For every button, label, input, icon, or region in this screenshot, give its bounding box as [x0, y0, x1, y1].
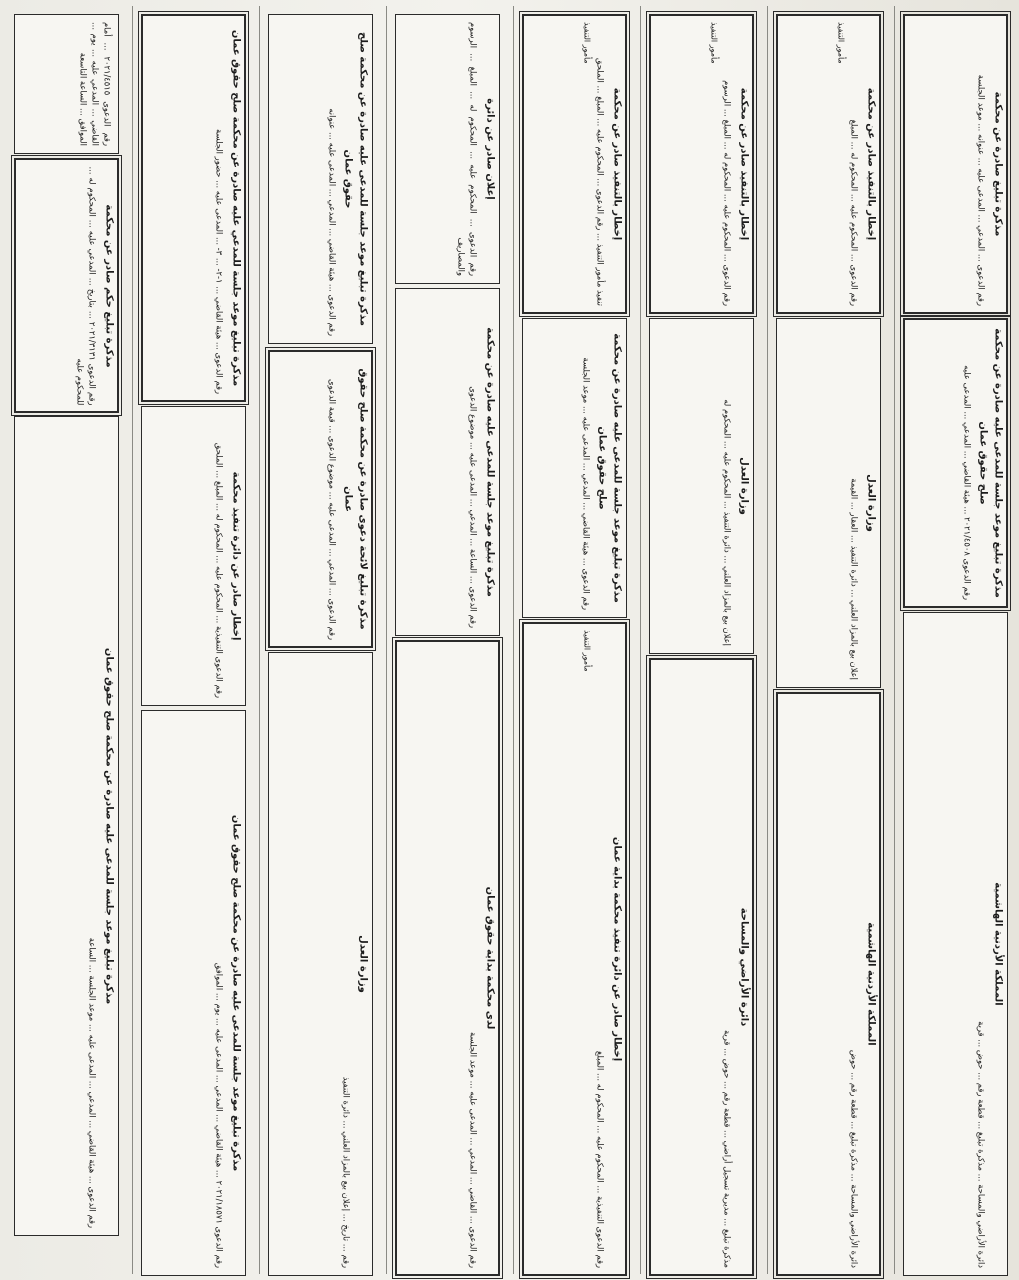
legal-notice: [903, 318, 1008, 608]
notice-title: دائرة الأراضي والمساحة: [738, 907, 749, 1027]
notice-title: مذكرة تبليغ لائحة دعوى صادرة عن محكمة صلح حقوق عمان: [342, 368, 368, 630]
column-3: [259, 6, 381, 1274]
column-5: [513, 6, 635, 1274]
notice-title: إخطار صادر عن دائرة تنفيذ محكمة: [230, 471, 241, 641]
column-6: [640, 6, 762, 1274]
legal-notice: [395, 14, 500, 284]
notice-title: إعلان صادر عن دائرة: [484, 98, 495, 200]
notice-title: وزارة العدل: [865, 474, 876, 532]
notice-body: رقم الدعوى التنفيذية ... المحكوم عليه ... المحكوم له ... المبلغ ... الملحق: [214, 442, 225, 698]
notice-body: رقم الدعوى ٢٠٢١/١٨٥٧١ ... هيئة القاضي ... المدعي ... المدعى عليه ... يوم ... الموافق: [214, 962, 225, 1268]
legal-notice: [268, 350, 373, 648]
notice-body: إعلان بيع بالمزاد العلني ... دائرة التنفيذ ... المحكوم عليه ... المحكوم له: [722, 399, 733, 646]
notice-body: رقم الدعوى ... المحكوم عليه ... المحكوم له ... المبلغ ... الرسوم: [722, 80, 733, 306]
column-2: [132, 6, 254, 1274]
legal-notice: [14, 416, 119, 1236]
notice-title: إخطار بالتنفيذ صادر عن محكمة: [865, 87, 876, 241]
notice-body: رقم الدعوى ... المدعي ... المدعى عليه ... موضوع الدعوى ... قيمة الدعوى: [327, 378, 337, 640]
column-4: [386, 6, 508, 1274]
notice-body: رقم الدعوى ... هيئة القاضي ... ١-٢- ... ٣- ... المدعى عليه ... حضور الجلسة: [214, 128, 225, 394]
notice-signature: مأمور التنفيذ: [709, 22, 719, 64]
legal-notice: [14, 158, 119, 413]
notice-body: رقم الدعوى التنفيذية ... المحكوم عليه ... المحكوم له ... المبلغ: [595, 1050, 606, 1268]
legal-notice: [903, 612, 1008, 1276]
legal-notice: [395, 640, 500, 1276]
legal-notice: [649, 318, 754, 654]
notice-body: رقم الدعوى ... القاضي ... المدعي ... المدعى عليه ... موعد الجلسة: [468, 1032, 479, 1268]
notice-body: رقم الدعوى ٢٠٢١/٣١٣١ ... بتاريخ ... المدعي عليه ... المحكوم له ... للمحكوم عليه: [75, 166, 98, 405]
notice-title: مذكرة تبليغ صادرة عن محكمة: [992, 91, 1003, 237]
legal-notice: [649, 658, 754, 1276]
legal-notice: [141, 710, 246, 1276]
column-8: [894, 6, 1016, 1274]
legal-notice: [395, 288, 500, 636]
notice-title: المملكة الأردنية الهاشمية: [992, 882, 1003, 1006]
legal-notice: [776, 318, 881, 688]
notice-body: رقم الدعوى ... المدعي ... المدعى عليه ... عنوانه ... موعد الجلسة: [976, 74, 987, 306]
notice-body: مذكرة تبليغ ... مديرية تسجيل أراضي ... قطعة رقم ... حوض ... قرية: [722, 1029, 733, 1268]
notice-title: مذكرة تبليغ موعد جلسة للمدعي عليه صادرة عن محكمة صلح حقوق عمان: [230, 29, 241, 387]
legal-notice: [903, 14, 1008, 314]
notice-body: رقم الدعوى ... الساعة ... المدعي ... المدعى عليه ... موضوع الدعوى: [468, 386, 479, 628]
notice-title: مذكرة تبليغ موعد جلسة للمدعى عليه صادرة عن محكمة صلح حقوق عمان: [342, 32, 368, 326]
notice-body: دائرة الأراضي والمساحة ... مذكرة تبليغ ... قطعة رقم ... حوض ... قرية: [976, 1021, 987, 1268]
legal-notice: [14, 14, 119, 154]
notice-body: رقم الدعوى ... هيئة القاضي ... المدعي ... المدعى عليه ... موعد الجلسة: [581, 357, 591, 610]
notice-body: رقم الدعوى ٢٠٢١/٤٥٠٨ ... هيئة القاضي ... المدعي ... المدعى عليه: [962, 365, 972, 600]
notice-title: مذكرة تبليغ موعد جلسة للمدعى عليه صادرة عن محكمة صلح حقوق عمان: [103, 647, 114, 1005]
legal-notice: [522, 622, 627, 1276]
legal-notice: [522, 318, 627, 618]
notice-title: إخطار صادر عن دائرة تنفيذ محكمة بداية عمان: [611, 836, 622, 1062]
legal-notice: [522, 14, 627, 314]
notice-body: رقم الدعوى ... هيئة القاضي ... المدعي ... المدعى عليه ... موعد الجلسة ... الساعة: [87, 937, 98, 1228]
notice-title: وزارة العدل: [357, 935, 368, 993]
legal-notice: [776, 14, 881, 314]
notice-body: رقم الدعوى ... هيئة القاضي ... المدعي ... المدعى عليه ... عنوانه: [327, 108, 337, 336]
notice-body: رقم الدعوى ... المحكوم عليه ... المحكوم له ... المبلغ: [849, 119, 860, 306]
notice-signature: مأمور التنفيذ: [836, 22, 846, 64]
notice-body: إعلان بيع بالمزاد العلني ... دائرة التنفيذ ... العقار ... القيمة: [849, 478, 860, 680]
notice-body: دائرة الأراضي والمساحة ... مذكرة تبليغ ... قطعة رقم ... حوض: [849, 1049, 860, 1268]
column-7: [767, 6, 889, 1274]
notice-title: المملكة الأردنية الهاشمية: [865, 922, 876, 1046]
notice-title: مذكرة تبليغ موعد جلسة للمدعى عليه صادرة عن محكمة صلح حقوق عمان: [596, 333, 622, 603]
legal-notice: [776, 692, 881, 1276]
notice-body: رقم الدعوى ... المحكوم عليه ... المحكوم له ... المبلغ ... الرسوم والمصاريف: [456, 22, 479, 276]
notice-title: إخطار بالتنفيذ صادر عن محكمة: [738, 87, 749, 241]
legal-notice: [649, 14, 754, 314]
notice-title: مذكرة تبليغ موعد جلسة للمدعى عليه صادرة عن محكمة: [484, 327, 495, 597]
notice-body: تنفيذ مأمور التنفيذ ... رقم الدعوى ... المحكوم عليه ... المبلغ ... الملحق: [595, 57, 606, 306]
legal-notice: [141, 14, 246, 402]
notice-title: إخطار بالتنفيذ صادر عن محكمة: [611, 87, 622, 241]
notice-title: لدى محكمة بداية حقوق عمان: [484, 886, 495, 1030]
notice-title: مذكرة تبليغ موعد جلسة للمدعى عليه صادرة عن محكمة صلح حقوق عمان: [977, 328, 1003, 598]
notice-signature: مأمور التنفيذ: [582, 630, 592, 672]
column-1: [6, 6, 127, 1274]
notice-signature: مأمور التنفيذ: [582, 22, 592, 64]
legal-notice: [141, 406, 246, 706]
notice-title: وزارة العدل: [738, 457, 749, 515]
legal-notice: [268, 14, 373, 344]
legal-notice: [268, 652, 373, 1276]
notice-body: رقم الدعوى ٢٠٢١/٤٥١٥ ... أمام القاضي ... المدعي عليه ... يوم ... الموافق ... الساعة التاسعة: [77, 22, 112, 146]
notice-title: مذكرة تبليغ موعد جلسة للمدعى عليه صادرة عن محكمة صلح حقوق عمان: [230, 814, 241, 1172]
notice-body: رقم ... تاريخ ... إعلان بيع بالمزاد العلني ... دائرة التنفيذ: [341, 1076, 352, 1268]
notice-title: مذكرة تبليغ حكم صادر عن محكمة: [103, 203, 114, 368]
